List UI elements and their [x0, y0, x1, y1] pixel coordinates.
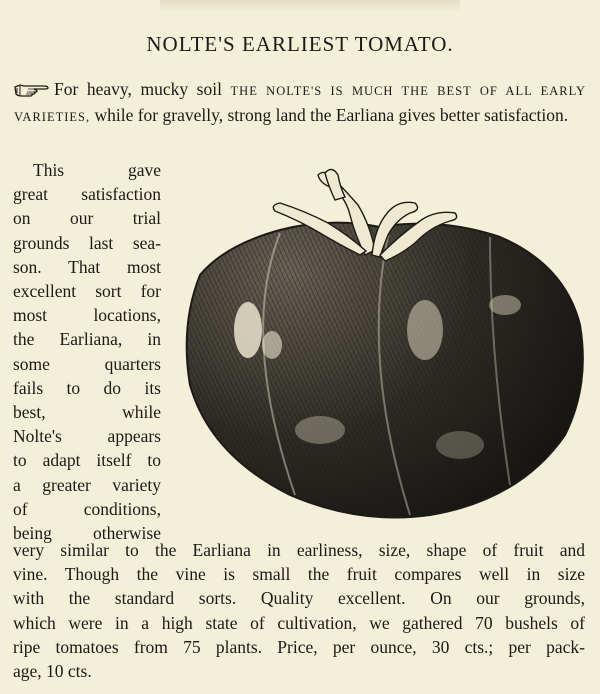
- lead-text-2: while for gravelly, strong land the Earliana gives better satisfaction.: [90, 105, 569, 125]
- column-line: son. That most: [13, 256, 161, 277]
- lead-paragraph: [14, 77, 586, 129]
- column-line: some quarters: [13, 353, 161, 374]
- column-line: best, while: [13, 402, 161, 423]
- tail-line: age, 10 cts.: [13, 661, 92, 682]
- column-line: grounds last sea-: [13, 232, 161, 253]
- tail-line: ripe tomatoes from 75 plants. Price, per ounce, 30 cts.; per pack-: [13, 636, 585, 657]
- tail-line: with the standard sorts. Quality excellent. On our grounds,: [13, 588, 585, 609]
- column-line: being otherwise: [13, 523, 161, 544]
- column-line: of conditions,: [13, 498, 161, 519]
- column-line: most locations,: [13, 305, 161, 326]
- tomato-illustration: [160, 155, 588, 540]
- column-line: Nolte's appears: [13, 426, 161, 447]
- column-line: This gave: [33, 160, 161, 180]
- column-line: the Earliana, in: [13, 329, 161, 350]
- column-line: to adapt itself to: [13, 450, 161, 471]
- lead-text-1: For heavy, mucky soil: [54, 79, 231, 99]
- tail-line: vine. Though the vine is small the fruit compares well in size: [13, 564, 585, 585]
- lead-smallcaps: THE NOLTE'S IS MUCH THE BEST OF ALL EARLY VARIETIES,: [14, 84, 586, 124]
- column-line: great satisfaction: [13, 184, 161, 205]
- tail-line: very similar to the Earliana in earliness, size, shape of fruit and: [13, 540, 585, 560]
- column-line: excellent sort for: [13, 281, 161, 302]
- continued-paragraph: [13, 538, 585, 683]
- tail-line: which were in a high state of cultivation, we gathered 70 bushels of: [13, 612, 585, 633]
- wrapped-column-text: [13, 158, 161, 545]
- column-line: on our trial: [13, 208, 161, 229]
- column-line: fails to do its: [13, 377, 161, 398]
- column-line: a greater variety: [13, 474, 161, 495]
- pointing-hand-icon: [14, 83, 54, 97]
- page-edge-shadow: [160, 0, 460, 12]
- page-title: NOLTE'S EARLIEST TOMATO.: [146, 32, 454, 56]
